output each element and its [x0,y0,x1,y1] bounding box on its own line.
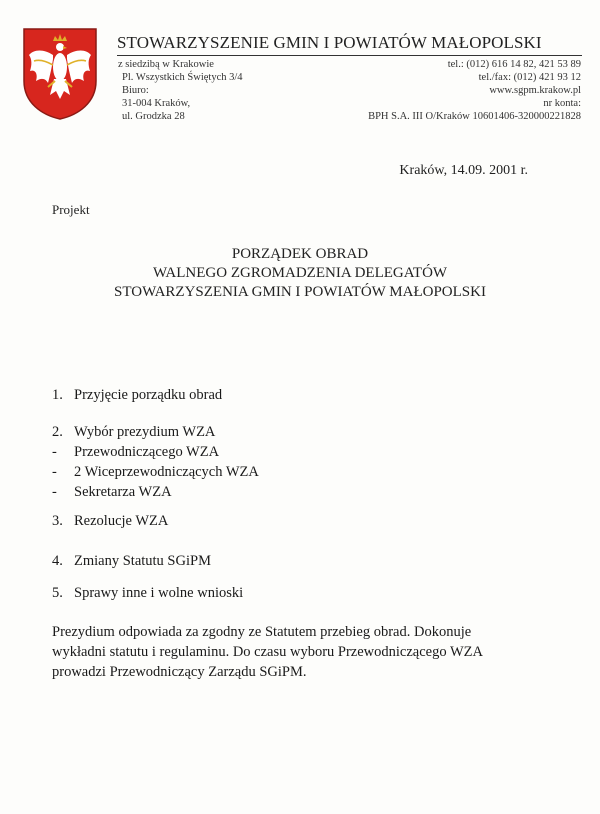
agenda-item [52,585,243,602]
bullet-dash: - [52,484,57,500]
phone-number: tel.: (012) 616 14 82, 421 53 89 [447,59,581,70]
paragraph-line: prowadzi Przewodniczący Zarządu SGiPM. [52,664,307,680]
closing-paragraph [52,622,532,682]
item-text: Sprawy inne i wolne wnioski [74,585,244,601]
item-text: Rezolucje WZA [74,513,169,529]
subitem-text: 2 Wiceprzewodniczących WZA [74,464,259,480]
website: www.sgpm.krakow.pl [489,85,581,96]
address-block [118,58,243,123]
agenda-subitem [52,464,259,481]
title-line: PORZĄDEK OBRAD [231,246,369,262]
document-title [0,245,600,302]
item-number: 4. [52,553,63,569]
item-text: Przyjęcie porządku obrad [74,387,223,403]
paragraph-line: wykładni statutu i regulaminu. Do czasu wyboru Przewodniczącego WZA [52,644,483,660]
agenda-item [52,424,215,441]
fax-number: tel./fax: (012) 421 93 12 [478,72,581,83]
agenda-item [52,513,168,530]
address-line: 31-004 Kraków, [122,98,191,109]
item-number: 2. [52,424,63,440]
organization-name: STOWARZYSZENIE GMIN I POWIATÓW MAŁOPOLSKI [117,33,542,52]
agenda-item [52,553,211,570]
bank-account: BPH S.A. III O/Kraków 10601406-320000221828 [368,111,581,122]
bullet-dash: - [52,444,57,460]
subitem-text: Sekretarza WZA [74,484,172,500]
title-line: WALNEGO ZGROMADZENIA DELEGATÓW [152,265,448,281]
title-line: STOWARZYSZENIA GMIN I POWIATÓW MAŁOPOLSKI [114,284,486,300]
item-text: Wybór prezydium WZA [74,424,216,440]
document-date: Kraków, 14.09. 2001 r. [399,163,528,178]
bullet-dash: - [52,464,57,480]
account-label: nr konta: [543,98,581,109]
item-number: 3. [52,513,63,529]
contact-block [368,58,581,123]
item-number: 1. [52,387,63,403]
address-line: Biuro: [122,85,149,96]
item-text: Zmiany Statutu SGiPM [74,553,211,569]
coat-of-arms-logo [20,25,100,121]
paragraph-line: Prezydium odpowiada za zgodny ze Statutem przebieg obrad. Dokonuje [52,624,472,640]
item-number: 5. [52,585,63,601]
agenda-subitem [52,484,172,501]
agenda-subitem [52,444,219,461]
address-line: Pl. Wszystkich Świętych 3/4 [122,72,243,83]
subitem-text: Przewodniczącego WZA [74,444,220,460]
agenda-item [52,387,222,404]
draft-label: Projekt [52,202,90,217]
address-line: z siedzibą w Krakowie [118,59,214,70]
header-divider [117,55,582,56]
address-line: ul. Grodzka 28 [122,111,185,122]
